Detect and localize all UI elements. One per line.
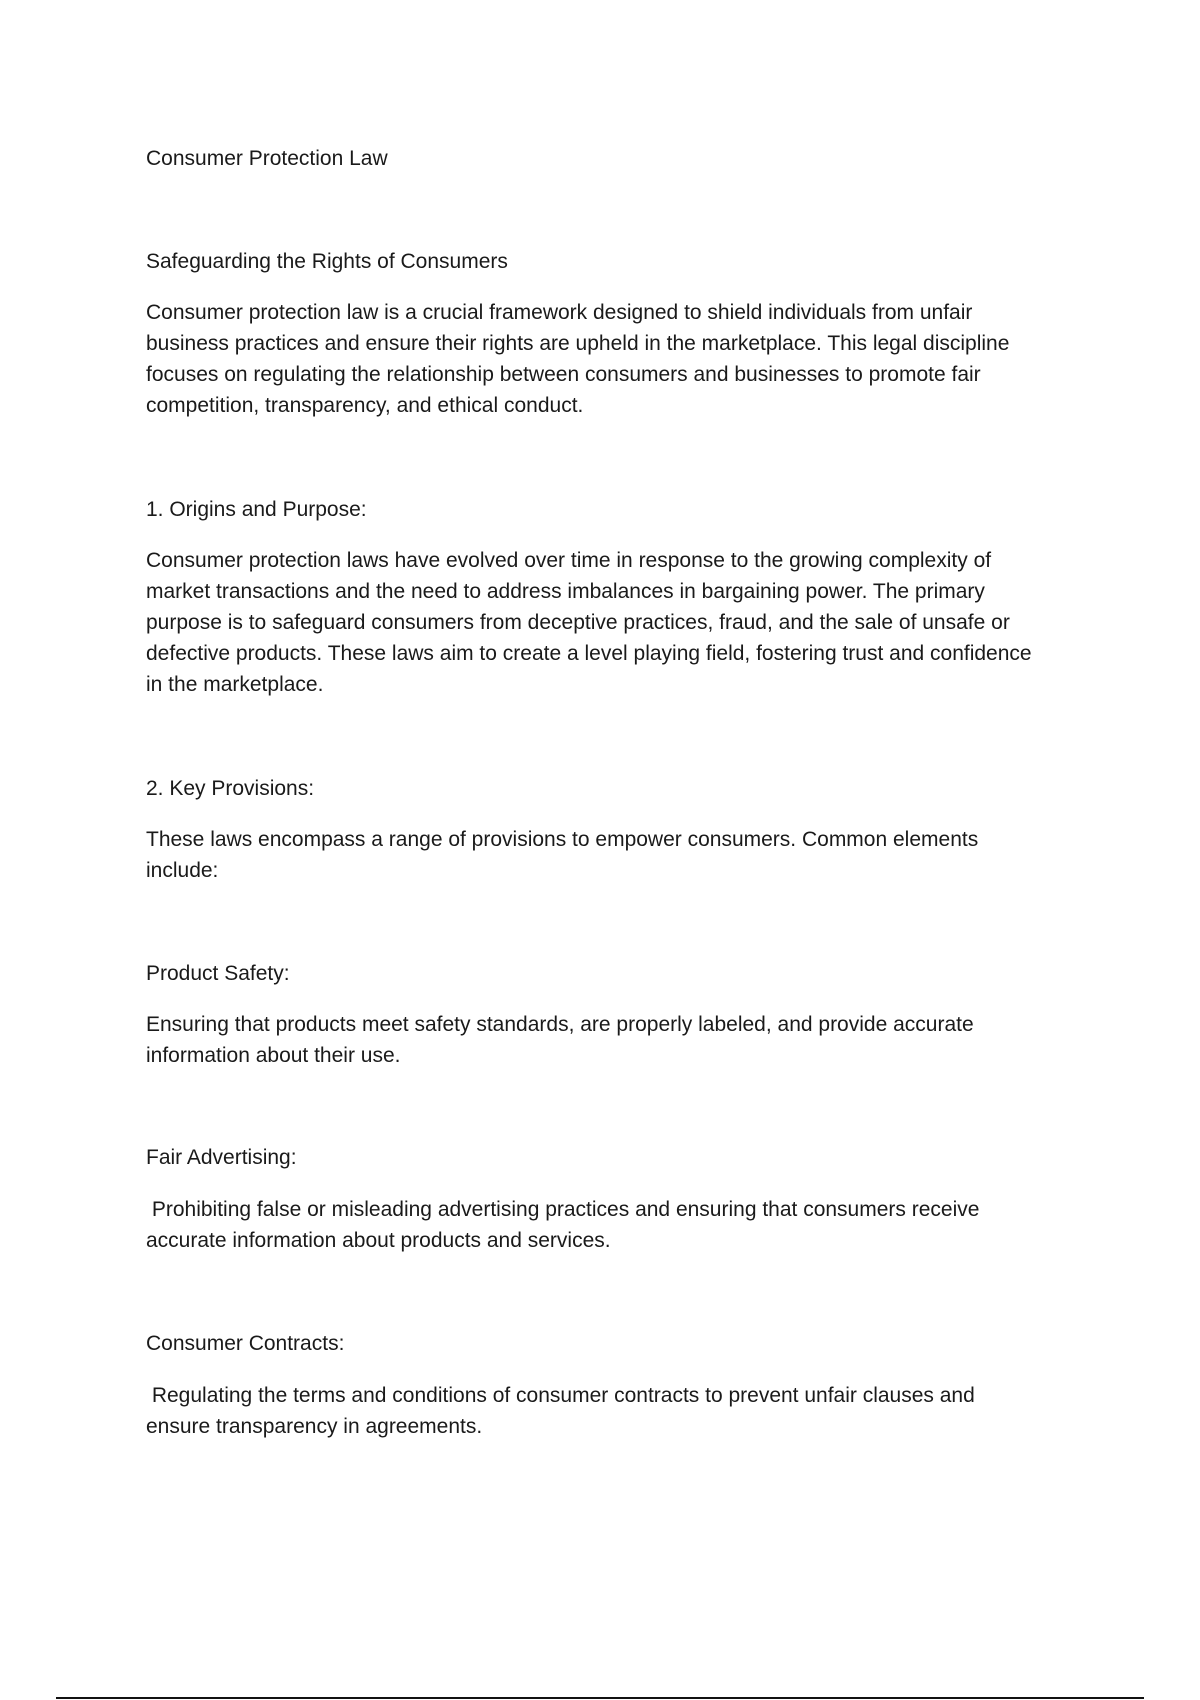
body-line: information about their use. <box>146 1044 401 1067</box>
body-line: Consumer protection laws have evolved over time in response to the growing complexity of <box>146 549 992 572</box>
intro-paragraph <box>146 297 1096 421</box>
section-body-consumer-contracts <box>146 1380 1096 1442</box>
section-heading-key-provisions: 2. Key Provisions: <box>146 777 315 800</box>
body-line: These laws encompass a range of provisions to empower consumers. Common elements <box>146 828 979 851</box>
body-line: Prohibiting false or misleading advertising practices and ensuring that consumers receive <box>146 1198 980 1221</box>
body-line: Regulating the terms and conditions of consumer contracts to prevent unfair clauses and <box>146 1384 975 1407</box>
body-line: Ensuring that products meet safety standards, are properly labeled, and provide accurate <box>146 1013 974 1036</box>
page-bottom-rule <box>56 1697 1144 1699</box>
body-line: accurate information about products and services. <box>146 1229 611 1252</box>
section-body-origins <box>146 545 1096 700</box>
body-line: include: <box>146 859 219 882</box>
document-title: Consumer Protection Law <box>146 147 388 170</box>
section-heading-fair-advertising: Fair Advertising: <box>146 1146 297 1169</box>
section-heading-consumer-contracts: Consumer Contracts: <box>146 1332 345 1355</box>
body-line: purpose is to safeguard consumers from deceptive practices, fraud, and the sale of unsafe or <box>146 611 1010 634</box>
section-body-product-safety <box>146 1009 1096 1071</box>
intro-line: competition, transparency, and ethical conduct. <box>146 394 584 417</box>
body-line: in the marketplace. <box>146 673 324 696</box>
section-body-fair-advertising <box>146 1194 1096 1256</box>
section-heading-product-safety: Product Safety: <box>146 962 290 985</box>
body-line: market transactions and the need to address imbalances in bargaining power. The primary <box>146 580 985 603</box>
intro-line: focuses on regulating the relationship between consumers and businesses to promote fair <box>146 363 981 386</box>
body-line: defective products. These laws aim to create a level playing field, fostering trust and confidence <box>146 642 1032 665</box>
intro-line: business practices and ensure their rights are upheld in the marketplace. This legal discipline <box>146 332 1010 355</box>
section-body-key-provisions <box>146 824 1096 886</box>
document-subtitle: Safeguarding the Rights of Consumers <box>146 250 508 273</box>
intro-line: Consumer protection law is a crucial framework designed to shield individuals from unfair <box>146 301 973 324</box>
body-line: ensure transparency in agreements. <box>146 1415 483 1438</box>
section-heading-origins: 1. Origins and Purpose: <box>146 498 367 521</box>
